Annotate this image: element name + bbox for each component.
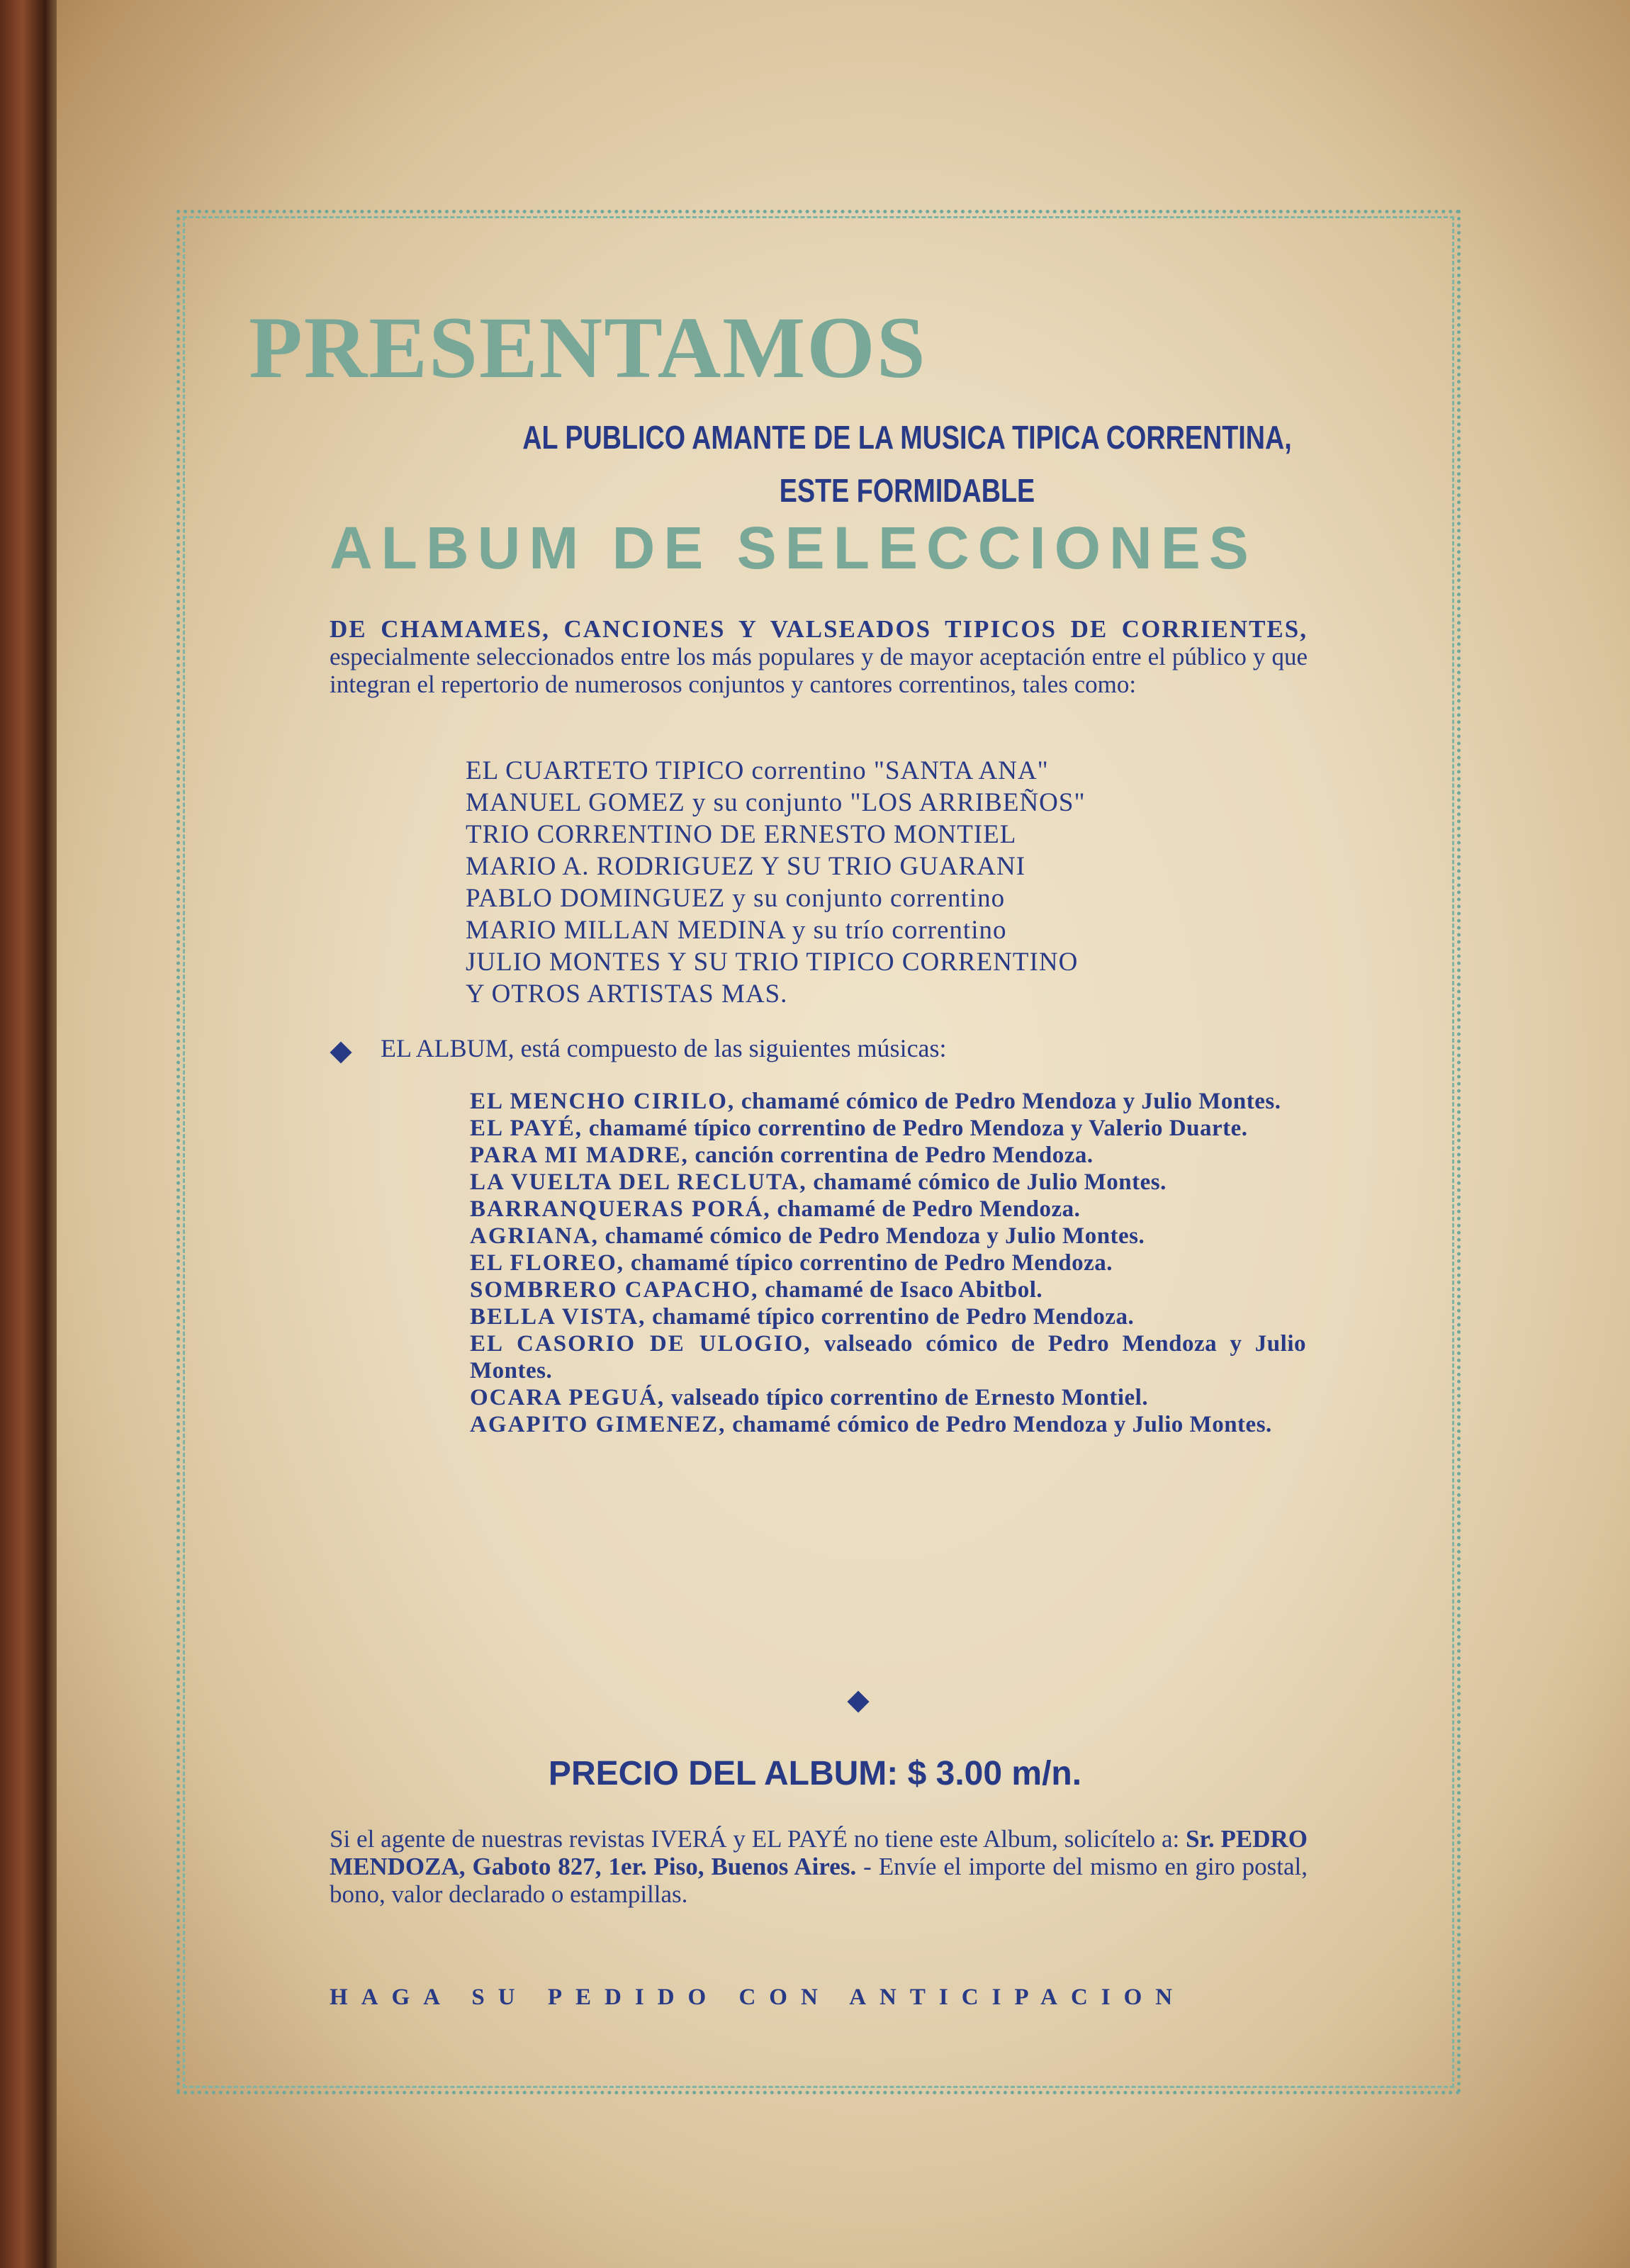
song-title: BELLA VISTA,	[470, 1304, 646, 1330]
song-list	[470, 1088, 1306, 1438]
footnote-text-2: - Envíe el importe del mismo en giro postal, bono, valor declarado o estampillas.	[330, 1853, 1308, 1908]
song-title: EL PAYÉ,	[470, 1116, 583, 1141]
artist-item: TRIO CORRENTINO DE ERNESTO MONTIEL	[466, 820, 1017, 849]
song-item	[470, 1303, 1306, 1330]
page-title: PRESENTAMOS	[249, 299, 927, 396]
artist-item: EL CUARTETO TIPICO correntino "SANTA ANA"	[466, 756, 1049, 785]
song-item	[470, 1250, 1306, 1276]
artist-item: MARIO MILLAN MEDINA y su trío correntino	[466, 916, 1007, 945]
song-description: chamamé cómico de Pedro Mendoza y Julio Montes.	[726, 1412, 1272, 1437]
artist-item: Y OTROS ARTISTAS MAS.	[466, 979, 788, 1009]
album-contents-intro: EL ALBUM, está compuesto de las siguientes músicas:	[381, 1034, 947, 1062]
song-title: BARRANQUERAS PORÁ,	[470, 1196, 771, 1222]
song-item	[470, 1196, 1306, 1223]
song-item	[470, 1088, 1306, 1115]
song-title: SOMBRERO CAPACHO,	[470, 1277, 759, 1303]
song-title: LA VUELTA DEL RECLUTA,	[470, 1169, 807, 1195]
song-item	[470, 1330, 1306, 1384]
song-title: AGRIANA,	[470, 1223, 599, 1249]
footnote-text-1: Si el agente de nuestras revistas IVERÁ y EL PAYÉ no tiene este Album, solicítelo a:	[330, 1825, 1186, 1853]
song-item	[470, 1276, 1306, 1303]
book-spine	[0, 0, 57, 2268]
footnote-address: Sr. PEDRO MENDOZA, Gaboto 827, 1er. Piso, Buenos Aires.	[330, 1825, 1308, 1880]
album-heading: ALBUM DE SELECCIONES	[330, 515, 1257, 581]
artist-list	[466, 755, 1086, 1010]
subtitle-line-2: ESTE FORMIDABLE	[779, 472, 1035, 509]
song-item	[470, 1169, 1306, 1196]
song-description: canción correntina de Pedro Mendoza.	[688, 1143, 1094, 1168]
album-price: PRECIO DEL ALBUM: $ 3.00 m/n.	[548, 1755, 1082, 1792]
song-title: OCARA PEGUÁ,	[470, 1385, 665, 1410]
intro-bold: DE CHAMAMES, CANCIONES Y VALSEADOS TIPICOS DE CORRIENTES,	[330, 615, 1308, 643]
ordering-info	[330, 1825, 1308, 1908]
song-description: chamamé cómico de Julio Montes.	[806, 1169, 1167, 1195]
artist-item: JULIO MONTES Y SU TRIO TIPICO CORRENTINO	[466, 948, 1079, 977]
song-description: chamamé típico correntino de Pedro Mendoza.	[646, 1304, 1135, 1330]
intro-text: especialmente seleccionados entre los más populares y de mayor aceptación entre el público y que integran el repertorio de numerosos conjuntos y cantores correntinos, tales como:	[330, 643, 1308, 698]
song-title: PARA MI MADRE,	[470, 1143, 689, 1168]
song-description: chamamé cómico de Pedro Mendoza y Julio Montes.	[598, 1223, 1145, 1249]
song-description: chamamé de Pedro Mendoza.	[770, 1196, 1081, 1222]
artist-item: MARIO A. RODRIGUEZ Y SU TRIO GUARANI	[466, 852, 1026, 881]
song-title: EL FLOREO,	[470, 1250, 625, 1276]
song-description: chamamé cómico de Pedro Mendoza y Julio Montes.	[735, 1089, 1281, 1114]
song-title: EL MENCHO CIRILO,	[470, 1089, 736, 1114]
song-description: chamamé típico correntino de Pedro Mendoza y Valerio Duarte.	[583, 1116, 1248, 1141]
song-description: valseado cómico de Pedro Mendoza y Julio Montes.	[470, 1331, 1306, 1383]
song-description: chamamé típico correntino de Pedro Mendoza.	[624, 1250, 1113, 1276]
song-item	[470, 1411, 1306, 1438]
call-to-action: HAGA SU PEDIDO CON ANTICIPACION	[330, 1984, 1186, 2010]
artist-item: PABLO DOMINGUEZ y su conjunto correntino	[466, 884, 1006, 913]
artist-item: MANUEL GOMEZ y su conjunto "LOS ARRIBEÑOS"	[466, 788, 1086, 817]
song-item	[470, 1115, 1306, 1142]
intro-paragraph	[330, 615, 1308, 698]
song-item	[470, 1142, 1306, 1169]
song-title: AGAPITO GIMENEZ,	[470, 1412, 726, 1437]
song-title: EL CASORIO DE ULOGIO,	[470, 1331, 811, 1357]
song-item	[470, 1223, 1306, 1250]
subtitle-line-1: AL PUBLICO AMANTE DE LA MUSICA TIPICA CORRENTINA,	[522, 419, 1292, 456]
song-item	[470, 1384, 1306, 1411]
song-description: valseado típico correntino de Ernesto Montiel.	[665, 1385, 1149, 1410]
song-description: chamamé de Isaco Abitbol.	[758, 1277, 1043, 1303]
